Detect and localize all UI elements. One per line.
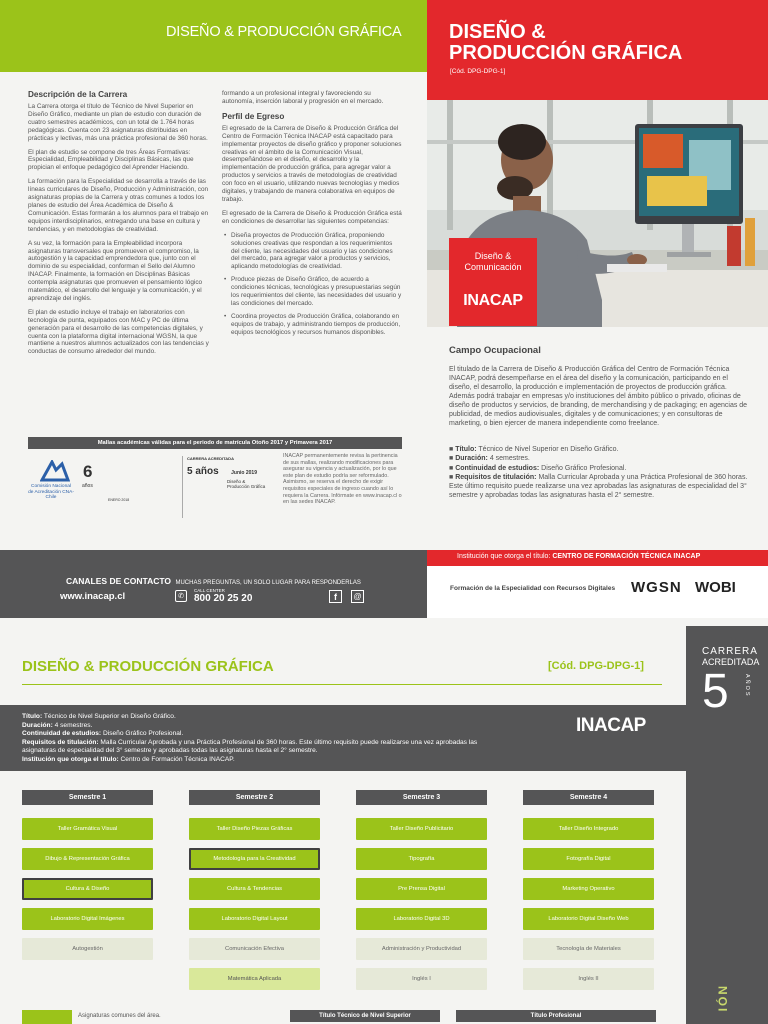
institucion-line: [457, 553, 700, 560]
contact-heading-wrap: [66, 571, 361, 589]
course-cell[interactable]: Laboratorio Digital Diseño Web: [523, 908, 654, 930]
facebook-icon[interactable]: f: [329, 590, 342, 603]
cna-years-label: años: [82, 483, 93, 489]
band-value: Centro de Formación Técnica INACAP.: [120, 755, 235, 763]
institucion-label: Institución que otorga el título:: [457, 553, 551, 560]
info-continuidad: ■ Continuidad de estudios: Diseño Gráfico Profesional.: [449, 464, 627, 472]
descripcion-heading: Descripción de la Carrera: [28, 90, 128, 99]
band-value: Diseño Gráfico Profesional.: [102, 730, 184, 737]
info-requisitos: ■ Requisitos de titulación: Malla Curricular Aprobada y una Práctica Profesional de 360 horas. Este último requisito puede realizarse una vez aprobadas las asignaturas de especialidad del 3° semestre y aprobadas todas las asignaturas hasta el 2° semestre.: [449, 473, 748, 500]
call-center-label: CALL CENTER: [194, 588, 225, 593]
perfil-p2: El egresado de la Carrera de Diseño & Producción Gráfica está en condiciones de desarrollar las siguientes competencias:: [222, 209, 402, 225]
course-cell[interactable]: Metodología para la Creatividad: [189, 848, 320, 870]
phone-icon: ✆: [175, 590, 187, 602]
info-value: Técnico de Nivel Superior en Diseño Gráfico.: [478, 446, 619, 453]
info-value: 4 semestres.: [489, 455, 530, 463]
semester-column: [523, 790, 654, 990]
semester-header: Semestre 1: [22, 790, 153, 805]
course-cell[interactable]: Laboratorio Digital 3D: [356, 908, 487, 930]
contact-sub: MUCHAS PREGUNTAS, UN SOLO LUGAR PARA RESPONDERLAS: [175, 580, 361, 586]
legend-label: Asignaturas comunes del área.: [78, 1013, 161, 1019]
footer-title-profesional: Título Profesional: [456, 1010, 656, 1022]
band-continuidad: [22, 730, 482, 739]
band-info: [22, 713, 482, 764]
band-duracion: [22, 722, 482, 731]
info-label: Duración:: [455, 455, 488, 463]
page2-inacap-logo: INACAP: [576, 715, 646, 736]
phone-number[interactable]: 800 20 25 20: [194, 593, 253, 604]
band-value: Técnico de Nivel Superior en Diseño Gráfico.: [43, 713, 176, 720]
course-cell[interactable]: Taller Diseño Integrado: [523, 818, 654, 840]
campo-heading: Campo Ocupacional: [449, 345, 541, 356]
campo-section: [449, 345, 749, 428]
header-right-bar: [427, 0, 768, 100]
course-cell[interactable]: Comunicación Efectiva: [189, 938, 320, 960]
course-cell[interactable]: Marketing Operativo: [523, 878, 654, 900]
band-institucion: [22, 756, 482, 765]
perfil-p1: El egresado de la Carrera de Diseño & Producción Gráfica del Centro de Formación Técnica INACAP está capacitado para implementar proyectos de diseño gráfico y proponer soluciones creativas en el ámbito de la Comunicación Visual, desempeñándose en el diseño, el desarrollo y la implementación de producción gráfica, para agregar valor a productos y servicios a través de metodologías de creatividad con foco en el usuario, utilizando nuevas tecnologías y medios digitales, y trabajando de manera colaborativa en equipos de trabajo.: [222, 124, 402, 203]
seal-label: CARRERA ACREDITADA: [187, 456, 234, 461]
band-label: Requisitos de titulación:: [22, 738, 99, 746]
perfil-intro: formando a un profesional integral y favoreciendo su autonomía, inserción laboral y progresión en el mercado.: [222, 90, 384, 105]
course-cell[interactable]: Tipografía: [356, 848, 487, 870]
accreditation-side: [686, 626, 768, 1024]
seal-until: Junio 2019: [231, 470, 257, 476]
course-cell[interactable]: Autogestión: [22, 938, 153, 960]
descripcion-p5: El plan de estudio incluye el trabajo en laboratorios con tecnología de punta, equipados con MAC y PC de última generación para el desarrollo de las competencias digitales, y cuenta con la plataforma digital internacional WGSN, la que mantiene a nuestros alumnos actualizados con las tendencias y conductas de consumo alrededor del mundo.: [28, 308, 209, 356]
band-label: Institución que otorga el título:: [22, 755, 119, 763]
perfil-bullet: • Diseña proyectos de Producción Gráfica, proponiendo soluciones creativas que respondan a los requerimientos del cliente, las necesidades del usuario y las condiciones del mercado, para agregar valor a productos y servicios, aplicando metodologías de creatividad.: [222, 232, 402, 272]
email-icon[interactable]: @: [351, 590, 364, 603]
descripcion-p2: El plan de estudio se compone de tres Áreas Formativas: Especialidad, Empleabilidad y Disciplinas Básicas, las que propician el enfoque pedagógico del Aprender Haciendo.: [28, 148, 194, 172]
course-cell[interactable]: Pre Prensa Digital: [356, 878, 487, 900]
semester-column: [22, 790, 153, 960]
carrera-acreditada-seal: [182, 456, 268, 518]
info-band: [0, 705, 686, 771]
area-badge-line2: Comunicación: [464, 262, 522, 272]
band-value: 4 semestres.: [54, 721, 93, 729]
perfil-bullet: • Coordina proyectos de Producción Gráfica, colaborando en equipos de trabajo, y administrando tiempos de producción, equipos tecnológicos y recursos humanos disponibles.: [222, 313, 402, 337]
header-right-title-2: PRODUCCIÓN GRÁFICA: [449, 42, 683, 64]
descripcion-p3: La formación para la Especialidad se desarrolla a través de las líneas curriculares de Diseño, Producción y Administración, con asignaturas propias de la Carrera y otras comunes a todos los planes de estudio del Área Académica de Diseño & Comunicación. Estas formarán a los alumnos para el trabajo en equipos interdisciplinarios, entregando una base en cultura y tendencias, y en metodologías de creatividad.: [28, 178, 209, 233]
perfil-section: [222, 90, 402, 342]
seal-years: 5 años: [187, 466, 219, 477]
area-badge-line1: Diseño &: [474, 251, 512, 261]
band-value: Malla Curricular Aprobada y una Práctica Profesional de 360 horas. Este último requisito puede realizarse una vez aprobadas las asignaturas de especialidad del 3° semestre y aprobadas todas las asignaturas hasta el 2° semestre.: [22, 738, 478, 754]
course-cell[interactable]: Inglés II: [523, 968, 654, 990]
career-info: [449, 445, 749, 501]
band-titulo: [22, 713, 482, 722]
course-cell[interactable]: Taller Diseño Publicitario: [356, 818, 487, 840]
course-cell[interactable]: Taller Gramática Visual: [22, 818, 153, 840]
info-duracion: ■ Duración: 4 semestres.: [449, 455, 530, 463]
semester-header: Semestre 3: [356, 790, 487, 805]
cna-org: Comisión Nacional de Acreditación CNA-Chile: [28, 484, 74, 500]
inacap-logo: INACAP: [463, 292, 523, 309]
side-anos: AÑOS: [744, 674, 750, 698]
semester-column: [356, 790, 487, 990]
header-left-bar: [0, 0, 427, 72]
cna-logo-icon: [40, 460, 70, 482]
course-cell[interactable]: Cultura & Tendencias: [189, 878, 320, 900]
course-cell[interactable]: Dibujo & Representación Gráfica: [22, 848, 153, 870]
institucion-value: CENTRO DE FORMACIÓN TÉCNICA INACAP: [552, 553, 701, 560]
course-cell[interactable]: Cultura & Diseño: [22, 878, 153, 900]
band-requisitos: [22, 739, 482, 756]
perfil-bullet: • Produce piezas de Diseño Gráfico, de acuerdo a condiciones técnicas, tecnológicas y presupuestarias según los requerimientos del cliente, las necesidades del usuario y las condiciones del mercado.: [222, 276, 402, 308]
website-link[interactable]: www.inacap.cl: [60, 591, 126, 602]
course-cell[interactable]: Inglés I: [356, 968, 487, 990]
band-label: Título:: [22, 713, 43, 720]
recursos-label: Formación de la Especialidad con Recursos Digitales: [450, 585, 616, 592]
cna-period: ENERO 2018: [108, 498, 130, 502]
header-right-title-1: DISEÑO &: [449, 21, 546, 43]
info-label: Título:: [455, 446, 477, 453]
descripcion-section: [28, 90, 214, 362]
info-label: Requisitos de titulación:: [455, 473, 537, 481]
side-vertical-text: IÓN: [716, 984, 730, 1012]
side-years: 5: [702, 665, 729, 718]
area-badge: [449, 238, 537, 326]
descripcion-p4: A su vez, la formación para la Empleabilidad incorpora asignaturas transversales que promueven el compromiso, la autogestión y la capacidad emprendedora que, junto con el dominio de su especialidad, conforman el Sello del Alumno INACAP. Finalmente, la formación en Disciplinas Básicas contempla asignaturas que promueven el pensamiento lógico matemático, el desarrollo del lenguaje y la comunicación, y el aprendizaje del inglés.: [28, 239, 203, 302]
descripcion-p1: La Carrera otorga el título de Técnico de Nivel Superior en Diseño Gráfico, mediante un plan de estudio con duración de cuatro semestres académicos, con un total de 1.764 horas pedagógicas. Cuenta con 23 asignaturas distribuidas en prácticas y lectivas, más una práctica profesional de 360 horas.: [28, 103, 208, 142]
course-cell[interactable]: Taller Diseño Piezas Gráficas: [189, 818, 320, 840]
semester-column: [189, 790, 320, 990]
campo-text: El titulado de la Carrera de Diseño & Producción Gráfica del Centro de Formación Técnica INACAP, podrá desempeñarse en el área del diseño y la comunicación, participando en el diseño, el desarrollo, la producción e implementación de proyectos de producción gráfica. Además podrá trabajar en empresas y/o instituciones del ámbito público o privado, oficinas de diseño de productos y servicios, de branding, de merchandising y de packaging; en agencias de publicidad, de medios audiovisuales, digitales y de comunicaciones; y en consultoras de marketing, o bien ejercer de manera independiente como freelance.: [449, 366, 748, 427]
wobi-logo: WOBI: [695, 579, 736, 596]
header-left-title: DISEÑO & PRODUCCIÓN GRÁFICA: [166, 24, 402, 40]
footer-title-tecnico: Título Técnico de Nivel Superior: [290, 1010, 440, 1022]
course-cell[interactable]: Laboratorio Digital Layout: [189, 908, 320, 930]
course-cell[interactable]: Laboratorio Digital Imágenes: [22, 908, 153, 930]
course-cell[interactable]: Administración y Productividad: [356, 938, 487, 960]
page2-code: [Cód. DPG-DPG-1]: [548, 660, 644, 672]
course-cell[interactable]: Tecnología de Materiales: [523, 938, 654, 960]
title-divider: [22, 684, 662, 685]
semester-header: Semestre 4: [523, 790, 654, 805]
info-titulo: ■ Título: Técnico de Nivel Superior en Diseño Gráfico.: [449, 446, 619, 453]
legend-swatch: [22, 1010, 72, 1024]
cna-years: 6: [83, 462, 93, 481]
side-carrera: CARRERA: [702, 646, 758, 657]
info-label: Continuidad de estudios:: [455, 464, 540, 472]
course-cell[interactable]: Matemática Aplicada: [189, 968, 320, 990]
perfil-heading: Perfil de Egreso: [222, 111, 285, 121]
header-code: [Cód. DPG-DPG-1]: [450, 68, 506, 75]
cna-seal: [28, 458, 130, 514]
perfil-bullets: [222, 232, 402, 337]
course-cell[interactable]: Fotografía Digital: [523, 848, 654, 870]
mallas-banner: Mallas académicas válidas para el periodo de matrícula Otoño 2017 y Primavera 2017: [28, 437, 402, 449]
seal-career: Diseño & Producción Gráfica: [227, 479, 266, 489]
mallas-note: INACAP permanentemente revisa la pertinencia de sus mallas, realizando modificaciones para asegurar su vigencia y actualización, por lo que este plan de estudio podría ser reformulado. Asimismo, se reserva el derecho de exigir requisitos especiales de ingreso cuando así lo requiera la Carrera. Infórmate en www.inacap.cl o en las sedes INACAP.: [283, 453, 402, 506]
info-value: Diseño Gráfico Profesional.: [541, 464, 627, 472]
semester-header: Semestre 2: [189, 790, 320, 805]
recursos-digitales: [427, 566, 768, 618]
contact-bar: [0, 550, 427, 618]
contact-heading: CANALES DE CONTACTO: [66, 576, 171, 586]
page2-title: DISEÑO & PRODUCCIÓN GRÁFICA: [22, 658, 274, 675]
band-label: Duración:: [22, 721, 53, 729]
wgsn-logo: WGSN: [631, 579, 682, 596]
band-label: Continuidad de estudios:: [22, 730, 102, 737]
info-value: Malla Curricular Aprobada y una Práctica Profesional de 360 horas. Este último requisito puede realizarse una vez aprobadas las asignaturas de especialidad del 3° semestre y aprobadas todas las asignaturas hasta el 2° semestre.: [449, 473, 748, 500]
institucion-bar: [427, 550, 768, 566]
side-acreditada: ACREDITADA: [702, 657, 760, 667]
